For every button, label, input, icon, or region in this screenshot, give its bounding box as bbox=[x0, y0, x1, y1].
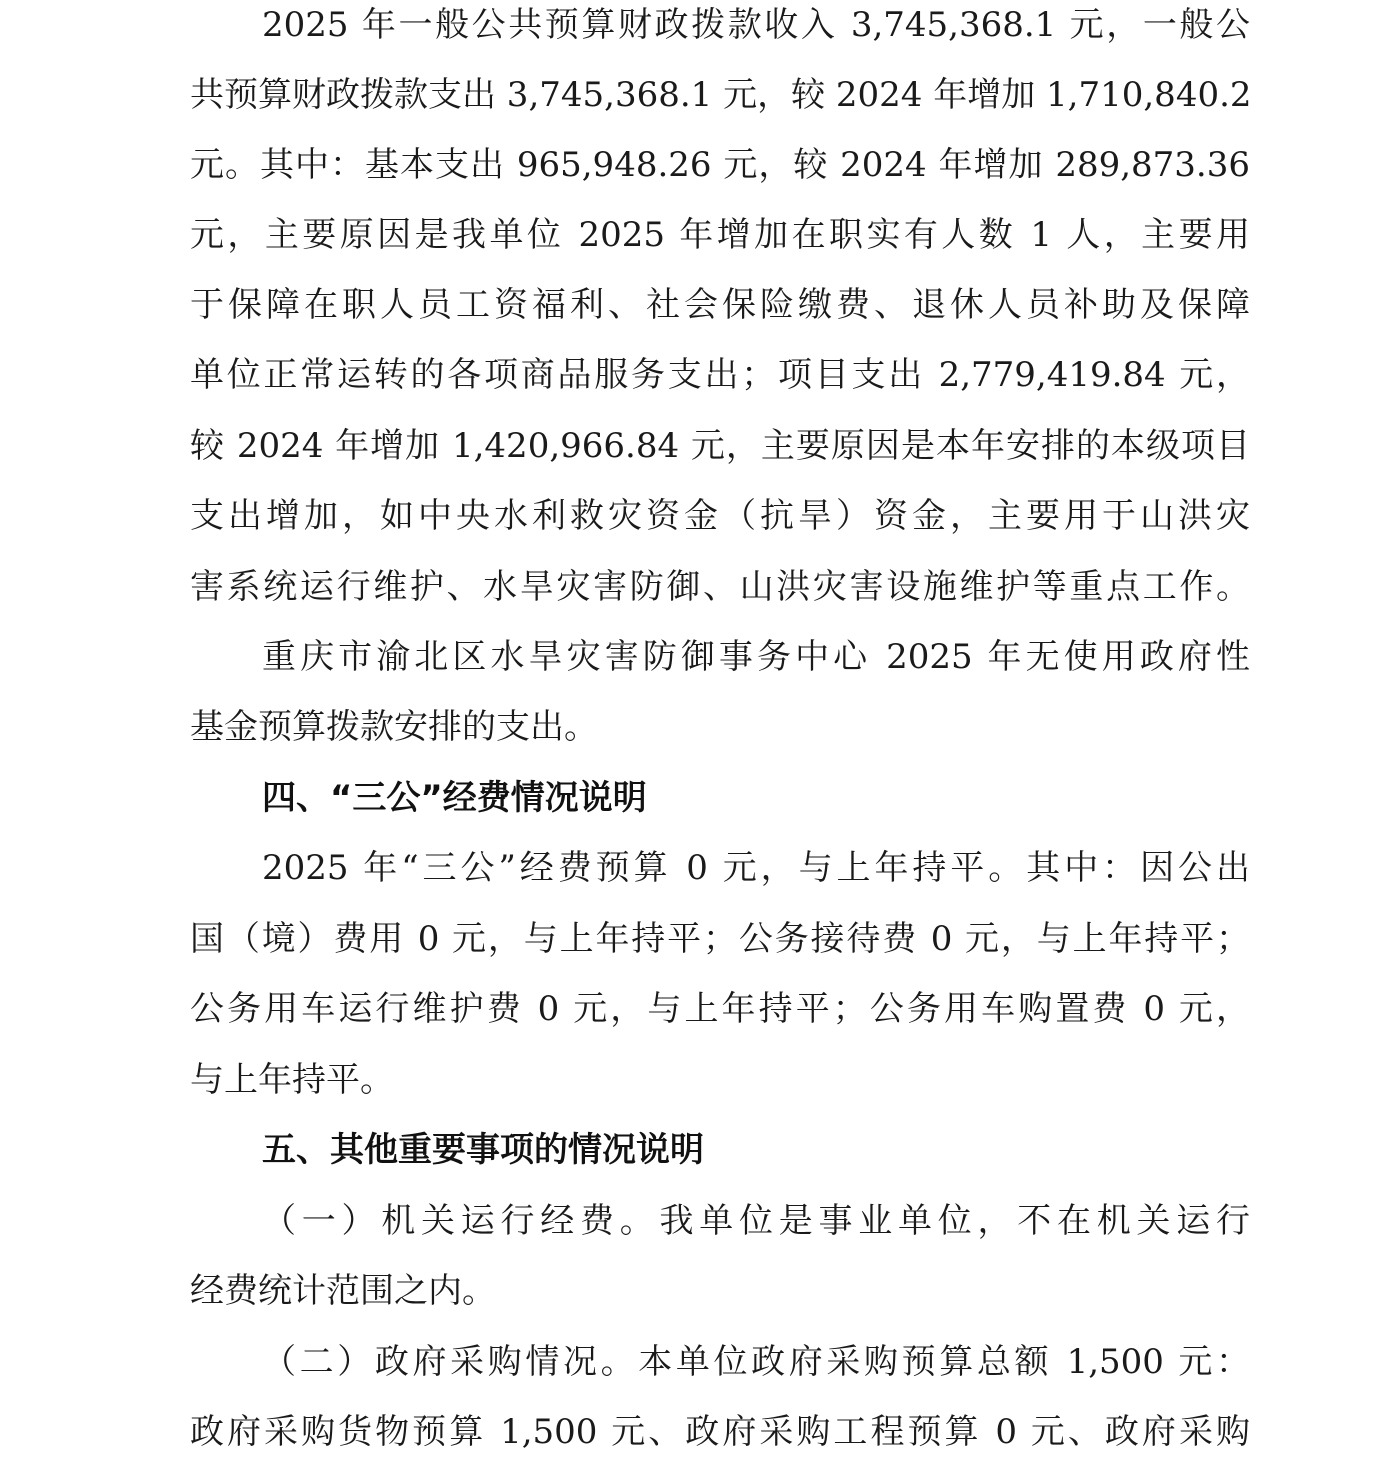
paragraph-1-line-5: 于保障在职人员工资福利、社会保险缴费、退休人员补助及保障 bbox=[190, 285, 1250, 325]
paragraph-1-line-3: 元。其中：基本支出 965,948.26 元，较 2024 年增加 289,873.36 bbox=[190, 145, 1250, 185]
section-heading-san-gong: 四、“三公”经费情况说明 bbox=[262, 778, 647, 818]
paragraph-4-line-1: （一）机关运行经费。我单位是事业单位，不在机关运行 bbox=[262, 1201, 1250, 1241]
paragraph-1-line-4: 元，主要原因是我单位 2025 年增加在职实有人数 1 人，主要用 bbox=[190, 215, 1250, 255]
paragraph-3-line-4: 与上年持平。 bbox=[190, 1060, 394, 1100]
paragraph-1-line-1: 2025 年一般公共预算财政拨款收入 3,745,368.1 元，一般公 bbox=[262, 5, 1250, 45]
paragraph-2-line-1: 重庆市渝北区水旱灾害防御事务中心 2025 年无使用政府性 bbox=[262, 637, 1250, 677]
paragraph-5-line-1: （二）政府采购情况。本单位政府采购预算总额 1,500 元： bbox=[262, 1342, 1250, 1382]
paragraph-3-line-3: 公务用车运行维护费 0 元，与上年持平；公务用车购置费 0 元， bbox=[190, 989, 1250, 1029]
paragraph-3-line-1: 2025 年“三公”经费预算 0 元，与上年持平。其中：因公出 bbox=[262, 848, 1250, 888]
paragraph-1-line-6: 单位正常运转的各项商品服务支出；项目支出 2,779,419.84 元， bbox=[190, 355, 1250, 395]
paragraph-1-line-9: 害系统运行维护、水旱灾害防御、山洪灾害设施维护等重点工作。 bbox=[190, 567, 1250, 607]
paragraph-1-line-8: 支出增加，如中央水利救灾资金（抗旱）资金，主要用于山洪灾 bbox=[190, 496, 1250, 536]
paragraph-4-line-2: 经费统计范围之内。 bbox=[190, 1271, 496, 1311]
paragraph-1-line-7: 较 2024 年增加 1,420,966.84 元，主要原因是本年安排的本级项目 bbox=[190, 426, 1250, 466]
paragraph-2-line-2: 基金预算拨款安排的支出。 bbox=[190, 707, 598, 747]
section-heading-other-matters: 五、其他重要事项的情况说明 bbox=[262, 1130, 704, 1170]
paragraph-1-line-2: 共预算财政拨款支出 3,745,368.1 元，较 2024 年增加 1,710,840.2 bbox=[190, 75, 1252, 115]
paragraph-3-line-2: 国（境）费用 0 元，与上年持平；公务接待费 0 元，与上年持平； bbox=[190, 919, 1250, 959]
paragraph-5-line-2: 政府采购货物预算 1,500 元、政府采购工程预算 0 元、政府采购 bbox=[190, 1412, 1250, 1452]
